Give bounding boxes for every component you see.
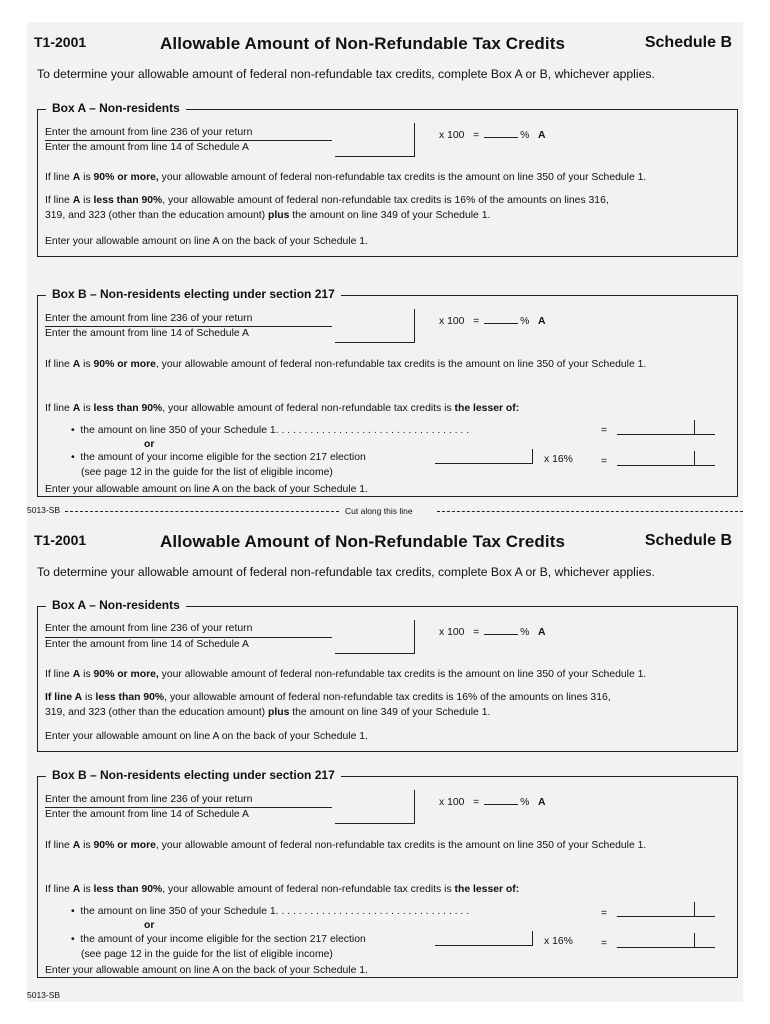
text-run: less than 90% bbox=[93, 884, 163, 895]
box-a-title: Box A – Non-residents bbox=[46, 598, 186, 612]
text-run: is bbox=[80, 403, 94, 414]
box-b-equals-2: = bbox=[601, 456, 608, 467]
box-b-bullet-2-note: (see page 12 in the guide for the list of eligible income) bbox=[81, 949, 333, 960]
form-title: Allowable Amount of Non-Refundable Tax Credits bbox=[160, 532, 566, 551]
box-a-line-letter: A bbox=[537, 627, 546, 638]
box-a-line-14-label: Enter the amount from line 14 of Schedule A bbox=[45, 142, 249, 153]
box-b bbox=[37, 768, 738, 978]
box-b-answer-2[interactable] bbox=[617, 451, 715, 466]
text-run: A bbox=[72, 884, 81, 895]
box-b-line-14-label: Enter the amount from line 14 of Schedule A bbox=[45, 809, 249, 820]
text-run: , your allowable amount of federal non-refundable tax credits is bbox=[162, 884, 455, 895]
box-a-line-236-label: Enter the amount from line 236 of your return bbox=[45, 623, 253, 634]
box-b-amount-entry[interactable] bbox=[335, 790, 415, 824]
text-run: less than 90% bbox=[93, 403, 163, 414]
form-title: Allowable Amount of Non-Refundable Tax Credits bbox=[160, 34, 566, 53]
text-run: A bbox=[72, 840, 81, 851]
bullet-dot: • bbox=[71, 452, 81, 463]
box-a-enter-line-a: Enter your allowable amount on line A on the back of your Schedule 1. bbox=[45, 236, 368, 247]
form-copy-top bbox=[27, 22, 743, 502]
text-run: is bbox=[80, 359, 94, 370]
text-run: is bbox=[80, 172, 94, 183]
box-b-percent-sign: % bbox=[520, 316, 530, 327]
cut-dash-left bbox=[65, 511, 339, 512]
box-b-line-letter: A bbox=[537, 316, 546, 327]
text-run: A bbox=[72, 403, 81, 414]
box-b-x16: x 16% bbox=[544, 454, 573, 465]
box-b-equals: = bbox=[473, 797, 480, 808]
text-run: your allowable amount of federal non-refundable tax credits is the amount on line 350 of your Schedule 1. bbox=[158, 172, 647, 183]
cut-line bbox=[27, 505, 743, 517]
text-run: the amount on line 350 of your Schedule 1. . . . . . . . . . . . . . . . . . . . . . . . . . . . . . . . . . bbox=[80, 425, 470, 436]
box-a-percent-sign: % bbox=[520, 627, 530, 638]
text-run: is bbox=[80, 195, 94, 206]
box-a-amount-entry[interactable] bbox=[335, 620, 415, 654]
text-run: , your allowable amount of federal non-refundable tax credits is bbox=[162, 403, 455, 414]
text-run: If line bbox=[45, 195, 73, 206]
box-a-ninety-text bbox=[45, 669, 646, 680]
bullet-dot: • bbox=[71, 906, 81, 917]
box-b-calculation bbox=[439, 316, 546, 327]
schedule-label: Schedule B bbox=[644, 34, 732, 51]
box-b-bullet-2 bbox=[71, 934, 366, 945]
box-b-title: Box B – Non-residents electing under section 217 bbox=[46, 287, 341, 301]
box-b-or: or bbox=[144, 439, 155, 450]
text-run: 90% or more, bbox=[93, 669, 159, 680]
text-run: the amount of your income eligible for the section 217 election bbox=[80, 452, 366, 463]
box-b-equals-1: = bbox=[601, 908, 608, 919]
text-run: plus bbox=[267, 210, 290, 221]
text-run: A bbox=[72, 669, 81, 680]
bullet-dot: • bbox=[71, 425, 81, 436]
box-b-title: Box B – Non-residents electing under section 217 bbox=[46, 768, 341, 782]
box-b-equals-2: = bbox=[601, 938, 608, 949]
text-run: 319, and 323 (other than the education amount) bbox=[45, 210, 268, 221]
box-b-line-letter: A bbox=[537, 797, 546, 808]
box-a-title: Box A – Non-residents bbox=[46, 101, 186, 115]
box-a-amount-entry[interactable] bbox=[335, 123, 415, 157]
box-b-amount-entry[interactable] bbox=[335, 309, 415, 343]
text-run: 90% or more bbox=[93, 840, 156, 851]
text-run: A bbox=[72, 172, 81, 183]
box-b-bullet-2-note: (see page 12 in the guide for the list of eligible income) bbox=[81, 467, 333, 478]
box-a-line-14-label: Enter the amount from line 14 of Schedule A bbox=[45, 639, 249, 650]
box-a-equals: = bbox=[473, 130, 480, 141]
footer-form-code: 5013-SB bbox=[27, 990, 61, 1000]
box-a-x100: x 100 bbox=[439, 627, 465, 638]
text-run: plus bbox=[267, 707, 290, 718]
box-b-line-236-label: Enter the amount from line 236 of your return bbox=[45, 794, 253, 805]
box-b-enter-line-a: Enter your allowable amount on line A on the back of your Schedule 1. bbox=[45, 965, 368, 976]
box-a-less-text-line2 bbox=[45, 707, 490, 718]
box-b-enter-line-a: Enter your allowable amount on line A on the back of your Schedule 1. bbox=[45, 484, 368, 495]
text-run: the lesser of: bbox=[454, 403, 520, 414]
box-b-or: or bbox=[144, 920, 155, 931]
box-b-line-236-label: Enter the amount from line 236 of your return bbox=[45, 313, 253, 324]
box-a-calculation bbox=[439, 130, 546, 141]
text-run: A bbox=[74, 692, 83, 703]
box-a-line-236-label: Enter the amount from line 236 of your return bbox=[45, 127, 253, 138]
box-b-x100: x 100 bbox=[439, 316, 465, 327]
intro-text: To determine your allowable amount of federal non-refundable tax credits, complete Box A or B, whichever applies. bbox=[37, 565, 655, 579]
box-b-answer-1[interactable] bbox=[617, 420, 715, 435]
box-a-percent-entry[interactable] bbox=[484, 634, 518, 635]
text-run: , your allowable amount of federal non-refundable tax credits is 16% of the amounts on lines 316, bbox=[162, 195, 609, 206]
text-run: is bbox=[80, 884, 94, 895]
box-b-income-entry[interactable] bbox=[435, 449, 533, 464]
text-run: is bbox=[80, 669, 94, 680]
box-b-equals: = bbox=[473, 316, 480, 327]
form-number: T1-2001 bbox=[34, 532, 87, 548]
box-b-percent-entry[interactable] bbox=[484, 323, 518, 324]
cut-form-code: 5013-SB bbox=[27, 505, 61, 515]
form-copy-bottom bbox=[27, 520, 743, 1000]
text-run: If line bbox=[45, 669, 73, 680]
text-run: less than 90% bbox=[95, 692, 165, 703]
box-b-ninety-text bbox=[45, 359, 646, 370]
box-a-equals: = bbox=[473, 627, 480, 638]
text-run: If line bbox=[45, 172, 73, 183]
text-run: your allowable amount of federal non-refundable tax credits is the amount on line 350 of your Schedule 1. bbox=[158, 669, 647, 680]
box-a bbox=[37, 598, 738, 752]
box-b-x16: x 16% bbox=[544, 936, 573, 947]
box-a-fraction-rule bbox=[45, 140, 332, 141]
text-run: the amount of your income eligible for the section 217 election bbox=[80, 934, 366, 945]
text-run: If line bbox=[45, 840, 73, 851]
box-a-x100: x 100 bbox=[439, 130, 465, 141]
box-b-bullet-1 bbox=[71, 906, 469, 917]
box-a-ninety-text bbox=[45, 172, 646, 183]
box-a-less-text bbox=[45, 692, 611, 703]
box-b-bullet-1 bbox=[71, 425, 469, 436]
box-b-line-14-label: Enter the amount from line 14 of Schedule A bbox=[45, 328, 249, 339]
cut-line-label: Cut along this line bbox=[345, 506, 413, 516]
text-run: , your allowable amount of federal non-refundable tax credits is the amount on line 350 of your Schedule 1. bbox=[155, 359, 647, 370]
text-run: 90% or more, bbox=[93, 172, 159, 183]
text-run: A bbox=[72, 359, 81, 370]
box-b-percent-entry[interactable] bbox=[484, 804, 518, 805]
box-b-ninety-text bbox=[45, 840, 646, 851]
text-run: If line bbox=[45, 403, 73, 414]
text-run: If line bbox=[45, 359, 73, 370]
box-a-percent-entry[interactable] bbox=[484, 137, 518, 138]
box-b-income-entry[interactable] bbox=[435, 931, 533, 946]
bullet-dot: • bbox=[71, 934, 81, 945]
box-b-fraction-rule bbox=[45, 326, 332, 327]
box-b-bullet-2 bbox=[71, 452, 366, 463]
box-b-less-text bbox=[45, 403, 519, 414]
text-run: , your allowable amount of federal non-refundable tax credits is 16% of the amounts on lines 316, bbox=[164, 692, 611, 703]
text-run: the lesser of: bbox=[454, 884, 520, 895]
text-run: the amount on line 349 of your Schedule 1. bbox=[289, 210, 491, 221]
box-b bbox=[37, 287, 738, 497]
box-b-less-text bbox=[45, 884, 519, 895]
text-run: If line bbox=[45, 884, 73, 895]
text-run: 90% or more bbox=[93, 359, 156, 370]
box-b-fraction-rule bbox=[45, 807, 332, 808]
intro-text: To determine your allowable amount of federal non-refundable tax credits, complete Box A or B, whichever applies. bbox=[37, 67, 655, 81]
box-a bbox=[37, 101, 738, 257]
box-a-fraction-rule bbox=[45, 637, 332, 638]
box-a-enter-line-a: Enter your allowable amount on line A on the back of your Schedule 1. bbox=[45, 731, 368, 742]
box-b-equals-1: = bbox=[601, 425, 608, 436]
box-b-answer-2[interactable] bbox=[617, 933, 715, 948]
box-b-calculation bbox=[439, 797, 546, 808]
box-b-x100: x 100 bbox=[439, 797, 465, 808]
box-b-answer-1[interactable] bbox=[617, 902, 715, 917]
box-a-calculation bbox=[439, 627, 546, 638]
cut-dash-right bbox=[437, 511, 743, 512]
text-run: the amount on line 350 of your Schedule 1. . . . . . . . . . . . . . . . . . . . . . . . . . . . . . . . . . bbox=[80, 906, 470, 917]
form-number: T1-2001 bbox=[34, 34, 87, 50]
text-run: , your allowable amount of federal non-refundable tax credits is the amount on line 350 of your Schedule 1. bbox=[155, 840, 647, 851]
text-run: If line bbox=[45, 692, 75, 703]
text-run: A bbox=[72, 195, 81, 206]
schedule-label: Schedule B bbox=[644, 532, 732, 549]
box-a-percent-sign: % bbox=[520, 130, 530, 141]
text-run: is bbox=[80, 840, 94, 851]
box-a-line-letter: A bbox=[537, 130, 546, 141]
box-b-percent-sign: % bbox=[520, 797, 530, 808]
text-run: 319, and 323 (other than the education amount) bbox=[45, 707, 268, 718]
box-a-less-text-line2 bbox=[45, 210, 490, 221]
text-run: less than 90% bbox=[93, 195, 163, 206]
text-run: is bbox=[82, 692, 96, 703]
box-a-less-text bbox=[45, 195, 609, 206]
text-run: the amount on line 349 of your Schedule 1. bbox=[289, 707, 491, 718]
